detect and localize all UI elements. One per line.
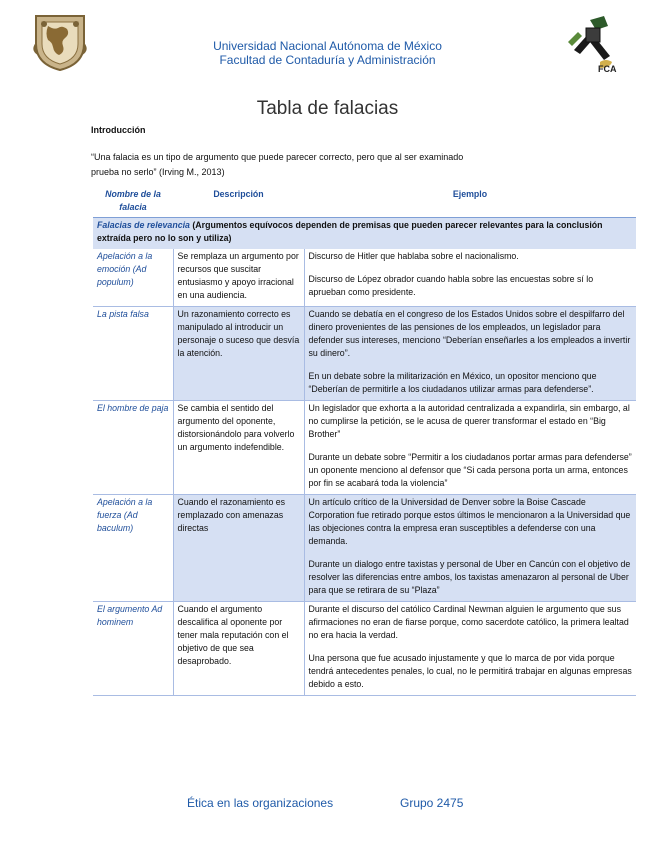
footer-subject: Ética en las organizaciones — [187, 796, 334, 810]
fallacy-description: Se cambia el sentido del argumento del oponente, distorsionándolo para volverlo un argumento indefendible. — [173, 401, 304, 495]
category-cell — [93, 218, 636, 250]
example-2: Discurso de López obrador cuando habla sobre las encuestas sobre sí lo aprueban como presidente. — [308, 274, 594, 297]
fallacies-table — [93, 188, 636, 696]
example-1: Discurso de Hitler que hablaba sobre el nacionalismo. — [308, 251, 519, 261]
fallacy-name: Apelación a la emoción (Ad populum) — [93, 249, 173, 307]
fallacy-description: Un razonamiento correcto es manipulado al introducir un personaje o suceso que desvía la atención. — [173, 307, 304, 401]
table-header-row — [93, 188, 636, 218]
fallacy-description: Cuando el razonamiento es remplazado con amenazas directas — [173, 495, 304, 602]
fallacy-description: Cuando el argumento descalifica al oponente por tener mala reputación con el objetivo de que sea desaprobado. — [173, 602, 304, 696]
footer-group: Grupo 2475 — [400, 796, 464, 810]
fallacy-example — [304, 401, 636, 495]
category-label: Falacias de relevancia — [97, 220, 190, 230]
fallacy-example — [304, 602, 636, 696]
intro-quote-line-1: “Una falacia es un tipo de argumento que puede parecer correcto, pero que al ser examinado — [91, 152, 464, 162]
example-1: Un legislador que exhorta a la autoridad centralizada a expandirla, sin embargo, al no cumplirse la petición, se le acusa de querer transformar el estado en “Big Brother” — [308, 403, 630, 439]
category-text: (Argumentos equívocos dependen de premisas que pueden parecer relevantes para la conclusión extraída pero no lo son y utiliza) — [97, 220, 603, 243]
fallacy-example — [304, 495, 636, 602]
document-title: Tabla de falacias — [256, 98, 399, 119]
table-row — [93, 495, 636, 602]
example-2: Durante un dialogo entre taxistas y personal de Uber en Cancún con el objetivo de resolver las diferencias entre ambos, los taxistas amenazaron al personal de Uber para que se retirara de su “Plaza” — [308, 559, 631, 595]
fallacy-example — [304, 307, 636, 401]
example-1: Durante el discurso del católico Cardinal Newman alguien le argumento que sus afirmaciones no eran de fiarse porque, como sacerdote católico, la primera lealtad no era hacia la verdad. — [308, 604, 629, 640]
university-name: Universidad Nacional Autónoma de México — [213, 39, 442, 53]
intro-quote — [91, 150, 561, 180]
table-row — [93, 307, 636, 401]
category-row — [93, 218, 636, 250]
fallacy-name: La pista falsa — [93, 307, 173, 401]
intro-quote-line-2: prueba no serlo” (Irving M., 2013) — [91, 167, 225, 177]
header-example: Ejemplo — [452, 189, 488, 199]
fallacy-example — [304, 249, 636, 307]
example-2: En un debate sobre la militarización en México, un opositor menciono que “Deberían de permitirle a los ciudadanos utilizar armas para defenderse”. — [308, 371, 597, 394]
example-1: Cuando se debatía en el congreso de los Estados Unidos sobre el despilfarro del dinero provenientes de las pensiones de los empleados, un legislador para defender sus intereses, menciono “Deberían enseñarles a los empleados a invertir su dinero”. — [308, 309, 631, 358]
fca-logo-text: FCA — [598, 64, 617, 74]
table-row — [93, 401, 636, 495]
intro-heading: Introducción — [91, 125, 146, 135]
example-2: Durante un debate sobre “Permitir a los ciudadanos portar armas para defenderse” un oponente menciono al defensor que “Si cada persona porta un arma, entonces por fin se acabará toda la violencia” — [308, 452, 632, 488]
table-row — [93, 602, 636, 696]
fallacy-description: Se remplaza un argumento por recursos que suscitar entusiasmo y apoyo irracional en una audiencia. — [173, 249, 304, 307]
header-name: Nombre de la falacia — [105, 189, 161, 212]
header-description: Descripción — [213, 189, 264, 199]
faculty-name: Facultad de Contaduría y Administración — [219, 53, 436, 67]
table-row — [93, 249, 636, 307]
fallacy-name: El hombre de paja — [93, 401, 173, 495]
fallacy-name: Apelación a la fuerza (Ad baculum) — [93, 495, 173, 602]
fallacy-name: El argumento Ad hominem — [93, 602, 173, 696]
example-2: Una persona que fue acusado injustamente y que lo marca de por vida porque tendrá antecedentes penales, lo cual, no le permitirá trabajar en algunas empresas debido a esto. — [308, 653, 632, 689]
example-1: Un artículo crítico de la Universidad de Denver sobre la Boise Cascade Corporation fue retirado porque estos últimos le mencionaron a la Universidad que las objeciones contra la empresa eran susceptibles a defenderse con una demanda. — [308, 497, 631, 546]
